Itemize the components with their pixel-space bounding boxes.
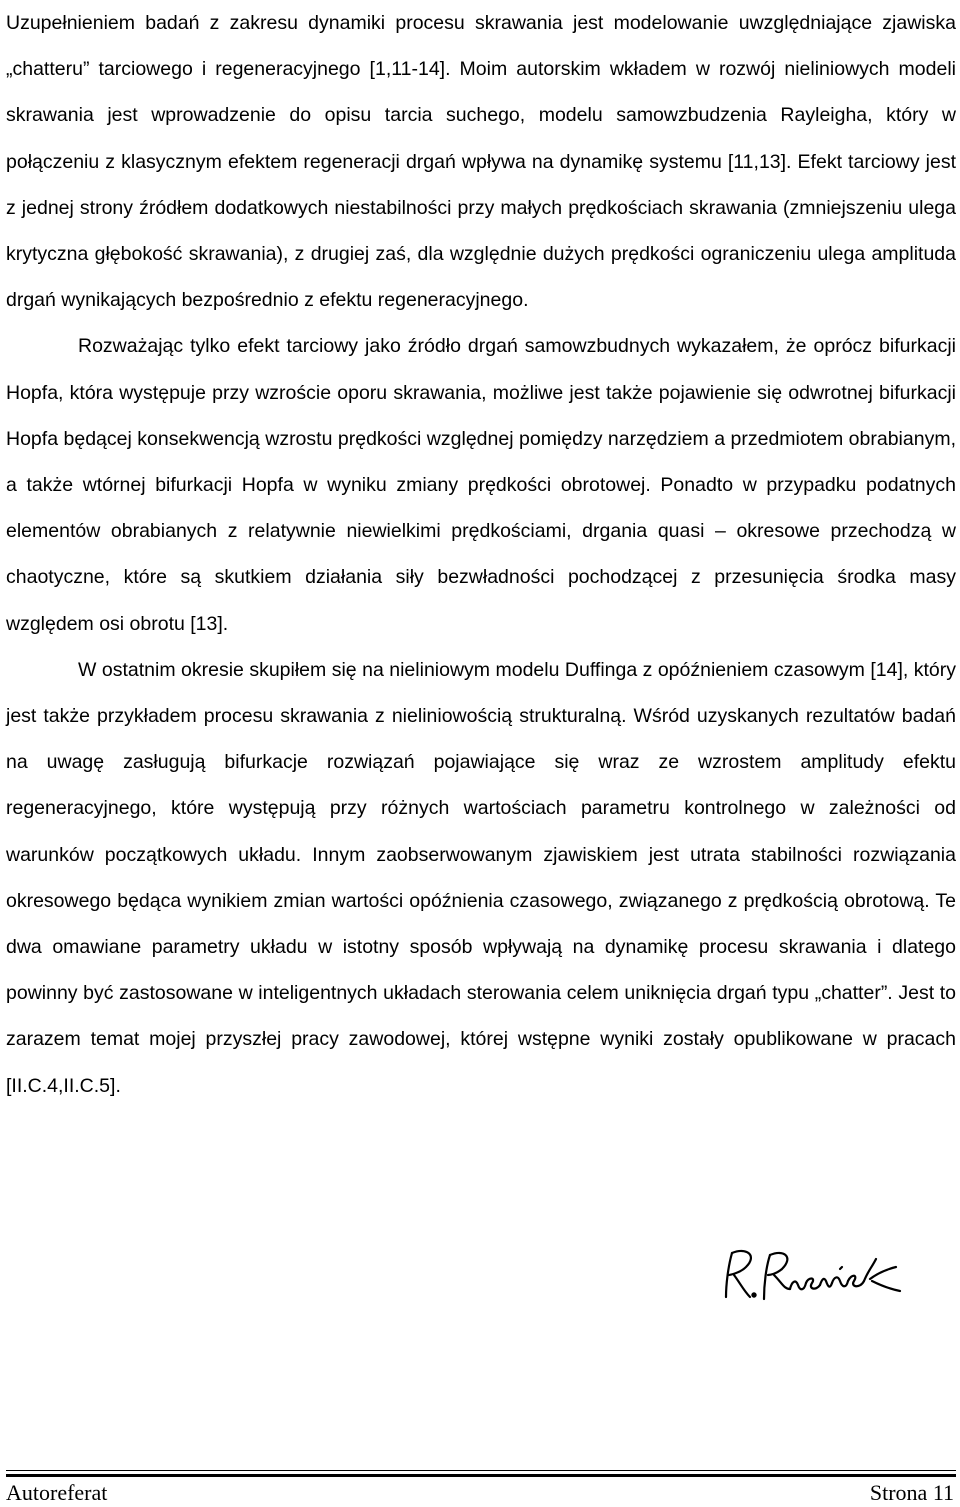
footer-divider-thin xyxy=(6,1470,956,1471)
page-footer xyxy=(6,1479,954,1507)
handwritten-signature xyxy=(712,1245,912,1307)
footer-page-number: Strona 11 xyxy=(869,1480,954,1505)
paragraph-3: W ostatnim okresie skupiłem się na nieliniowym modelu Duffinga z opóźnieniem czasowym [14], który jest także przykładem procesu skrawania z nieliniowością strukturalną. Wśród uzyskanych rezultatów badań na uwagę zasługują bifurkacje rozwiązań pojawiające się wraz ze wzrostem amplitudy efektu regeneracyjnego, które występują przy różnych wartościach parametru kontrolnego w zależności od warunków początkowych układu. Innym zaobserwowanym zjawiskiem jest utrata stabilności rozwiązania okresowego będąca wynikiem zmian wartości opóźnienia czasowego, związanego z prędkością obrotową. Te dwa omawiane parametry układu w istotny sposób wpływają na dynamikę procesu skrawania i dlatego powinny być zastosowane w inteligentnych układach sterowania celem uniknięcia drgań typu „chatter”. Jest to zarazem temat mojej przyszłej pracy zawodowej, której wstępne wyniki zostały opublikowane w pracach [II.C.4,II.C.5]. xyxy=(6,658,956,1097)
paragraph-1: Uzupełnieniem badań z zakresu dynamiki procesu skrawania jest modelowanie uwzględniające zjawiska „chatteru” tarciowego i regeneracyjnego [1,11-14]. Moim autorskim wkładem w rozwój nieliniowych modeli skrawania jest wprowadzenie do opisu tarcia suchego, modelu samowzbudzenia Rayleigha, który w połączeniu z klasycznym efektem regeneracji drgań wpływa na dynamikę systemu [11,13]. Efekt tarciowy jest z jednej strony źródłem dodatkowych niestabilności przy małych prędkościach skrawania (zmniejszeniu ulega krytyczna głębokość skrawania), z drugiej zaś, dla względnie dużych prędkości ograniczeniu ulega amplituda drgań wynikających bezpośrednio z efektu regeneracyjnego. xyxy=(6,12,956,312)
footer-divider-thick xyxy=(6,1474,956,1477)
footer-document-title: Autoreferat xyxy=(6,1480,108,1505)
paragraph-2: Rozważając tylko efekt tarciowy jako źródło drgań samowzbudnych wykazałem, że oprócz bifurkacji Hopfa, która występuje przy wzroście oporu skrawania, możliwe jest także pojawienie się odwrotnej bifurkacji Hopfa będącej konsekwencją wzrostu prędkości względnej pomiędzy narzędziem a przedmiotem obrabianym, a także wtórnej bifurkacji Hopfa w wyniku zmiany prędkości obrotowej. Ponadto w przypadku podatnych elementów obrabianych z relatywnie niewielkimi prędkościami, drgania quasi – okresowe przechodzą w chaotyczne, które są skutkiem działania siły bezwładności pochodzącej z przesunięcia środka masy względem osi obrotu [13]. xyxy=(6,335,956,635)
signature-icon xyxy=(712,1245,912,1307)
document-body xyxy=(6,0,956,1109)
